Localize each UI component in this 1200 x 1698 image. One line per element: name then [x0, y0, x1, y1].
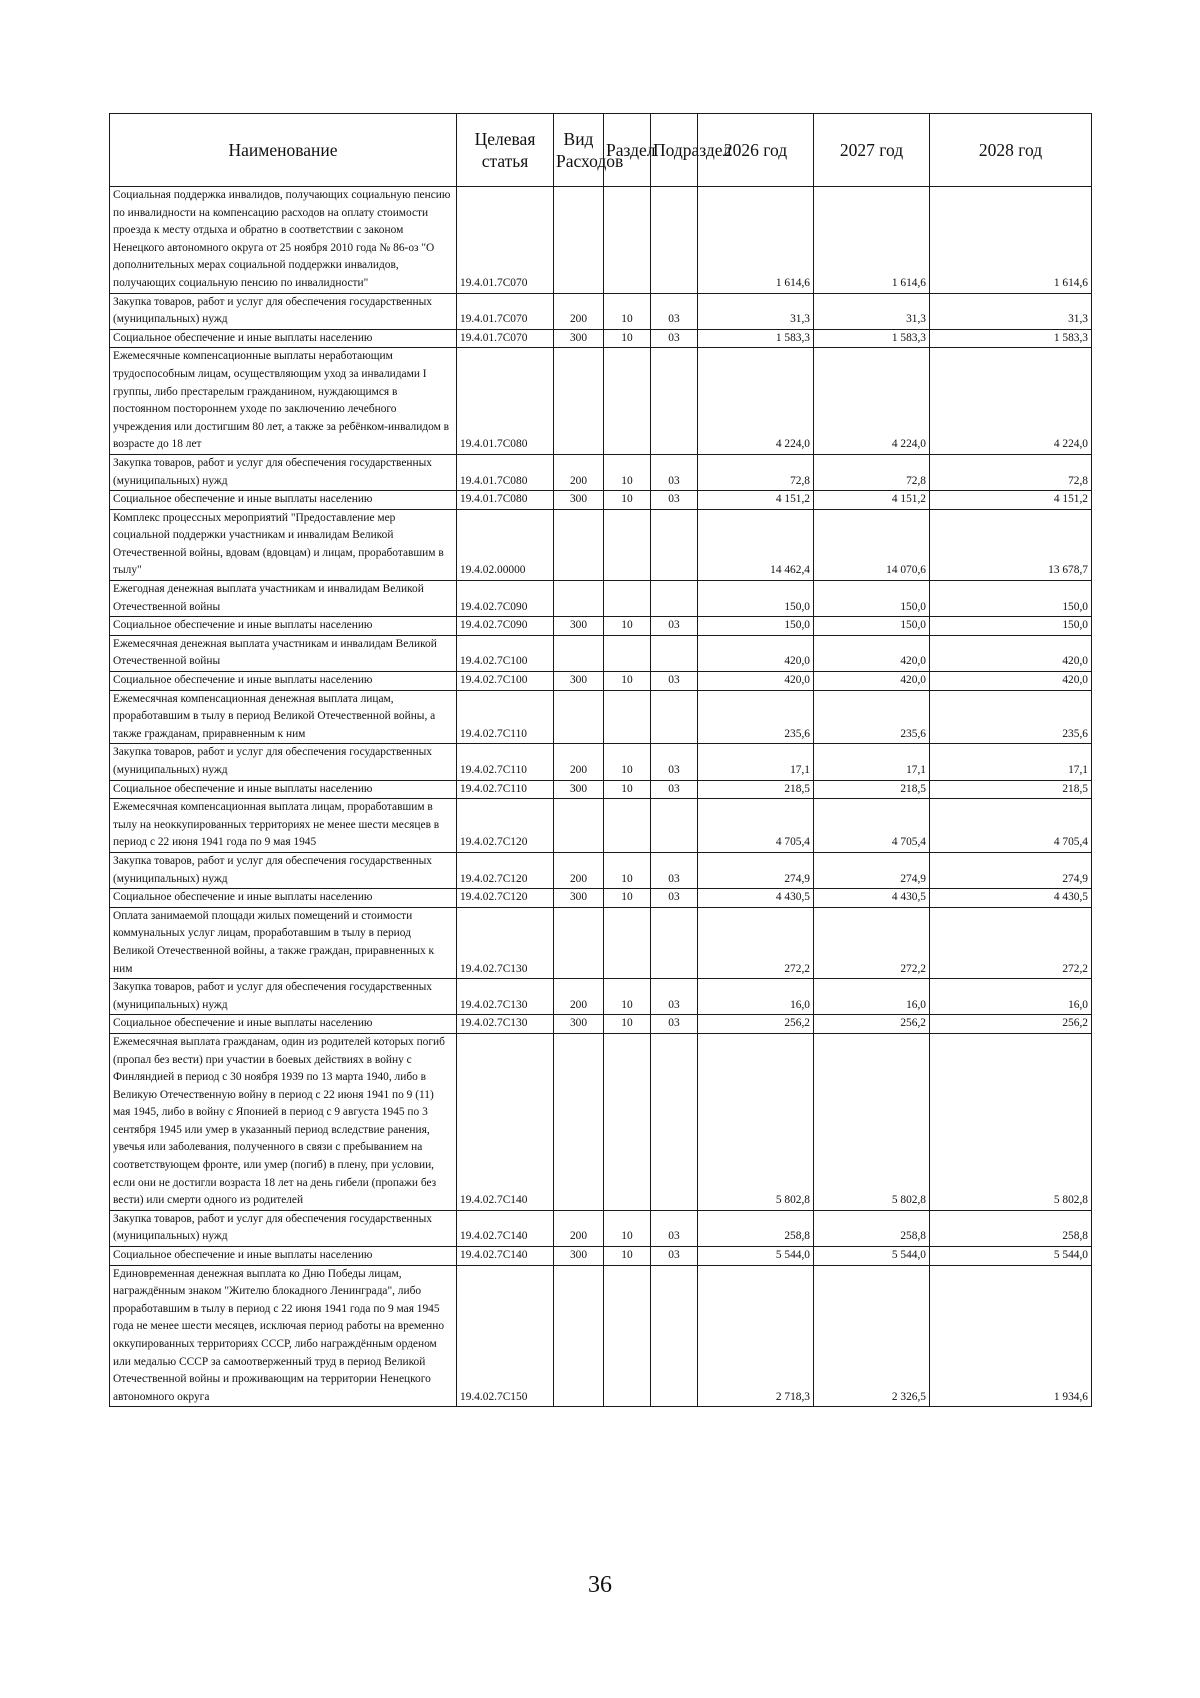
- subsection: 03: [651, 1015, 698, 1034]
- amount-2027: 14 070,6: [814, 509, 930, 580]
- table-row: [110, 581, 1092, 617]
- table-row: [110, 187, 1092, 294]
- amount-2028: 4 151,2: [930, 491, 1092, 510]
- row-name: Ежемесячная компенсационная денежная выплата лицам, проработавшим в тылу в период Великой Отечественной войны, а также гражданам, приравненным к ним: [110, 690, 457, 744]
- section: 10: [604, 1247, 651, 1266]
- subsection: 03: [651, 672, 698, 691]
- amount-2028: 4 705,4: [930, 799, 1092, 853]
- amount-2028: 5 802,8: [930, 1033, 1092, 1210]
- section: [604, 799, 651, 853]
- amount-2026: 272,2: [698, 907, 814, 978]
- target-article: 19.4.01.7С070: [457, 329, 554, 348]
- amount-2028: 17,1: [930, 744, 1092, 780]
- target-article: 19.4.01.7С080: [457, 348, 554, 455]
- section: [604, 348, 651, 455]
- table-row: [110, 889, 1092, 908]
- amount-2028: 4 224,0: [930, 348, 1092, 455]
- expense-type: 200: [554, 744, 604, 780]
- row-name: Ежемесячная компенсационная выплата лицам, проработавшим в тылу на неоккупированных территориях не менее шести месяцев в период с 22 июня 1941 года по 9 мая 1945: [110, 799, 457, 853]
- amount-2027: 16,0: [814, 979, 930, 1015]
- table-row: [110, 672, 1092, 691]
- amount-2026: 4 705,4: [698, 799, 814, 853]
- row-name: Комплекс процессных мероприятий "Предоставление мер социальной поддержки участникам и инвалидам Великой Отечественной войны, вдовам (вдовцам) и лицам, проработавшим в тылу": [110, 509, 457, 580]
- expense-type: 200: [554, 852, 604, 888]
- amount-2026: 5 802,8: [698, 1033, 814, 1210]
- table-row: [110, 1247, 1092, 1266]
- target-article: 19.4.02.7С140: [457, 1033, 554, 1210]
- target-article: 19.4.02.7С150: [457, 1265, 554, 1407]
- expense-type: [554, 690, 604, 744]
- table-row: [110, 1210, 1092, 1246]
- subsection: 03: [651, 979, 698, 1015]
- table-row: [110, 1015, 1092, 1034]
- amount-2026: 4 151,2: [698, 491, 814, 510]
- amount-2026: 17,1: [698, 744, 814, 780]
- amount-2027: 4 430,5: [814, 889, 930, 908]
- target-article: 19.4.02.7С120: [457, 889, 554, 908]
- header-section: Раздел: [604, 114, 651, 187]
- section: 10: [604, 617, 651, 636]
- row-name: Закупка товаров, работ и услуг для обеспечения государственных (муниципальных) нужд: [110, 454, 457, 490]
- target-article: 19.4.02.7С120: [457, 852, 554, 888]
- section: [604, 1265, 651, 1407]
- amount-2028: 150,0: [930, 581, 1092, 617]
- amount-2027: 258,8: [814, 1210, 930, 1246]
- amount-2026: 218,5: [698, 780, 814, 799]
- amount-2026: 1 614,6: [698, 187, 814, 294]
- budget-table: [109, 113, 1092, 1407]
- target-article: 19.4.02.7С120: [457, 799, 554, 853]
- section: [604, 907, 651, 978]
- subsection: [651, 348, 698, 455]
- amount-2026: 235,6: [698, 690, 814, 744]
- subsection: 03: [651, 617, 698, 636]
- subsection: 03: [651, 744, 698, 780]
- amount-2027: 2 326,5: [814, 1265, 930, 1407]
- amount-2027: 150,0: [814, 581, 930, 617]
- row-name: Закупка товаров, работ и услуг для обеспечения государственных (муниципальных) нужд: [110, 852, 457, 888]
- header-2028: 2028 год: [930, 114, 1092, 187]
- amount-2028: 420,0: [930, 672, 1092, 691]
- amount-2028: 420,0: [930, 635, 1092, 671]
- subsection: [651, 907, 698, 978]
- header-2026: 2026 год: [698, 114, 814, 187]
- amount-2027: 1 614,6: [814, 187, 930, 294]
- amount-2028: 218,5: [930, 780, 1092, 799]
- table-body: [110, 187, 1092, 1407]
- subsection: 03: [651, 1210, 698, 1246]
- target-article: 19.4.02.7С100: [457, 672, 554, 691]
- section: 10: [604, 780, 651, 799]
- section: 10: [604, 1210, 651, 1246]
- table-header-row: [110, 114, 1092, 187]
- row-name: Единовременная денежная выплата ко Дню Победы лицам, награждённым знаком "Жителю блокадного Ленинграда", либо проработавшим в тылу в период с 22 июня 1941 года по 9 мая 1945 года не менее шести месяцев, исключая период работы на временно оккупированных территориях СССР, либо награждённым орденом или медалью СССР за самоотверженный труд в период Великой Отечественной войны и проживающим на территории Ненецкого автономного округа: [110, 1265, 457, 1407]
- amount-2028: 31,3: [930, 293, 1092, 329]
- amount-2027: 420,0: [814, 635, 930, 671]
- expense-type: 300: [554, 329, 604, 348]
- amount-2026: 420,0: [698, 635, 814, 671]
- amount-2027: 5 544,0: [814, 1247, 930, 1266]
- row-name: Закупка товаров, работ и услуг для обеспечения государственных (муниципальных) нужд: [110, 1210, 457, 1246]
- subsection: 03: [651, 780, 698, 799]
- target-article: 19.4.02.00000: [457, 509, 554, 580]
- amount-2026: 256,2: [698, 1015, 814, 1034]
- subsection: 03: [651, 293, 698, 329]
- section: 10: [604, 672, 651, 691]
- section: [604, 1033, 651, 1210]
- amount-2028: 150,0: [930, 617, 1092, 636]
- amount-2027: 4 705,4: [814, 799, 930, 853]
- header-name: Наименование: [110, 114, 457, 187]
- row-name: Социальное обеспечение и иные выплаты населению: [110, 1247, 457, 1266]
- expense-type: [554, 635, 604, 671]
- amount-2028: 4 430,5: [930, 889, 1092, 908]
- amount-2027: 274,9: [814, 852, 930, 888]
- target-article: 19.4.01.7С080: [457, 454, 554, 490]
- amount-2027: 5 802,8: [814, 1033, 930, 1210]
- amount-2028: 274,9: [930, 852, 1092, 888]
- section: [604, 690, 651, 744]
- expense-type: [554, 1033, 604, 1210]
- expense-type: 300: [554, 780, 604, 799]
- amount-2027: 17,1: [814, 744, 930, 780]
- expense-type: [554, 509, 604, 580]
- row-name: Социальное обеспечение и иные выплаты населению: [110, 672, 457, 691]
- amount-2026: 1 583,3: [698, 329, 814, 348]
- table-row: [110, 491, 1092, 510]
- header-target-article: Целевая статья: [457, 114, 554, 187]
- row-name: Ежемесячная денежная выплата участникам и инвалидам Великой Отечественной войны: [110, 635, 457, 671]
- expense-type: [554, 187, 604, 294]
- section: 10: [604, 454, 651, 490]
- amount-2026: 150,0: [698, 581, 814, 617]
- amount-2028: 1 934,6: [930, 1265, 1092, 1407]
- section: 10: [604, 852, 651, 888]
- table-row: [110, 329, 1092, 348]
- table-row: [110, 617, 1092, 636]
- expense-type: 300: [554, 889, 604, 908]
- amount-2028: 1 583,3: [930, 329, 1092, 348]
- amount-2027: 150,0: [814, 617, 930, 636]
- amount-2026: 2 718,3: [698, 1265, 814, 1407]
- table-row: [110, 744, 1092, 780]
- target-article: 19.4.02.7С100: [457, 635, 554, 671]
- header-subsection: Подраздел: [651, 114, 698, 187]
- target-article: 19.4.02.7С130: [457, 1015, 554, 1034]
- amount-2027: 272,2: [814, 907, 930, 978]
- target-article: 19.4.02.7С130: [457, 979, 554, 1015]
- amount-2026: 16,0: [698, 979, 814, 1015]
- section: [604, 635, 651, 671]
- target-article: 19.4.02.7С090: [457, 617, 554, 636]
- table-row: [110, 1033, 1092, 1210]
- table-row: [110, 780, 1092, 799]
- amount-2027: 4 151,2: [814, 491, 930, 510]
- amount-2026: 4 224,0: [698, 348, 814, 455]
- amount-2026: 274,9: [698, 852, 814, 888]
- row-name: Закупка товаров, работ и услуг для обеспечения государственных (муниципальных) нужд: [110, 744, 457, 780]
- row-name: Социальное обеспечение и иные выплаты населению: [110, 780, 457, 799]
- row-name: Закупка товаров, работ и услуг для обеспечения государственных (муниципальных) нужд: [110, 293, 457, 329]
- target-article: 19.4.02.7С090: [457, 581, 554, 617]
- row-name: Закупка товаров, работ и услуг для обеспечения государственных (муниципальных) нужд: [110, 979, 457, 1015]
- amount-2028: 235,6: [930, 690, 1092, 744]
- expense-type: 300: [554, 1015, 604, 1034]
- subsection: [651, 635, 698, 671]
- subsection: [651, 799, 698, 853]
- subsection: 03: [651, 454, 698, 490]
- amount-2027: 1 583,3: [814, 329, 930, 348]
- expense-type: [554, 581, 604, 617]
- section: 10: [604, 744, 651, 780]
- subsection: [651, 581, 698, 617]
- expense-type: 300: [554, 491, 604, 510]
- row-name: Ежемесячные компенсационные выплаты неработающим трудоспособным лицам, осуществляющим уход за инвалидами I группы, либо престарелым гражданином, нуждающимся в постоянном постороннем уходе по заключению лечебного учреждения или достигшим 80 лет, а также за ребёнком-инвалидом в возрасте до 18 лет: [110, 348, 457, 455]
- target-article: 19.4.02.7С110: [457, 744, 554, 780]
- table-row: [110, 635, 1092, 671]
- expense-type: 200: [554, 1210, 604, 1246]
- header-2027: 2027 год: [814, 114, 930, 187]
- target-article: 19.4.02.7С130: [457, 907, 554, 978]
- row-name: Социальное обеспечение и иные выплаты населению: [110, 491, 457, 510]
- subsection: 03: [651, 889, 698, 908]
- subsection: 03: [651, 1247, 698, 1266]
- expense-type: [554, 348, 604, 455]
- amount-2027: 235,6: [814, 690, 930, 744]
- page-number: 36: [588, 1572, 612, 1598]
- expense-type: 300: [554, 672, 604, 691]
- amount-2026: 31,3: [698, 293, 814, 329]
- row-name: Оплата занимаемой площади жилых помещений и стоимости коммунальных услуг лицам, проработавшим в тылу в период Великой Отечественной войны, а также граждан, приравненных к ним: [110, 907, 457, 978]
- amount-2026: 4 430,5: [698, 889, 814, 908]
- amount-2027: 31,3: [814, 293, 930, 329]
- section: [604, 581, 651, 617]
- subsection: [651, 690, 698, 744]
- section: 10: [604, 293, 651, 329]
- section: 10: [604, 491, 651, 510]
- target-article: 19.4.02.7С140: [457, 1247, 554, 1266]
- subsection: [651, 187, 698, 294]
- target-article: 19.4.02.7С110: [457, 780, 554, 799]
- table-row: [110, 454, 1092, 490]
- table-row: [110, 509, 1092, 580]
- expense-type: 200: [554, 293, 604, 329]
- table-row: [110, 852, 1092, 888]
- amount-2026: 258,8: [698, 1210, 814, 1246]
- amount-2028: 258,8: [930, 1210, 1092, 1246]
- target-article: 19.4.02.7С110: [457, 690, 554, 744]
- amount-2028: 16,0: [930, 979, 1092, 1015]
- subsection: 03: [651, 491, 698, 510]
- row-name: Социальное обеспечение и иные выплаты населению: [110, 617, 457, 636]
- section: 10: [604, 979, 651, 1015]
- section: 10: [604, 329, 651, 348]
- header-expense-type: Вид Расходов: [554, 114, 604, 187]
- amount-2027: 4 224,0: [814, 348, 930, 455]
- expense-type: [554, 799, 604, 853]
- subsection: [651, 1033, 698, 1210]
- expense-type: 300: [554, 617, 604, 636]
- amount-2026: 5 544,0: [698, 1247, 814, 1266]
- amount-2026: 14 462,4: [698, 509, 814, 580]
- amount-2026: 72,8: [698, 454, 814, 490]
- expense-type: 200: [554, 454, 604, 490]
- expense-type: 300: [554, 1247, 604, 1266]
- expense-type: 200: [554, 979, 604, 1015]
- table-row: [110, 690, 1092, 744]
- row-name: Социальное обеспечение и иные выплаты населению: [110, 329, 457, 348]
- amount-2028: 13 678,7: [930, 509, 1092, 580]
- subsection: [651, 1265, 698, 1407]
- amount-2028: 1 614,6: [930, 187, 1092, 294]
- amount-2026: 420,0: [698, 672, 814, 691]
- row-name: Социальное обеспечение и иные выплаты населению: [110, 1015, 457, 1034]
- row-name: Социальное обеспечение и иные выплаты населению: [110, 889, 457, 908]
- row-name: Ежегодная денежная выплата участникам и инвалидам Великой Отечественной войны: [110, 581, 457, 617]
- subsection: 03: [651, 329, 698, 348]
- subsection: 03: [651, 852, 698, 888]
- row-name: Ежемесячная выплата гражданам, один из родителей которых погиб (пропал без вести) при участии в боевых действиях в войну с Финляндией в период с 30 ноября 1939 по 13 марта 1940, либо в Великую Отечественную войну в период с 22 июня 1941 по 9 (11) мая 1945, либо в войну с Японией в период с 9 августа 1945 по 3 сентября 1945 или умер в указанный период вследствие ранения, увечья или заболевания, полученного в связи с пребыванием на соответствующем фронте, или умер (погиб) в плену, при условии, если они не достигли возраста 18 лет на день гибели (пропажи без вести) или смерти одного из родителей: [110, 1033, 457, 1210]
- amount-2027: 72,8: [814, 454, 930, 490]
- expense-type: [554, 1265, 604, 1407]
- section: [604, 509, 651, 580]
- section: 10: [604, 889, 651, 908]
- table-row: [110, 979, 1092, 1015]
- amount-2028: 5 544,0: [930, 1247, 1092, 1266]
- section: [604, 187, 651, 294]
- target-article: 19.4.01.7С070: [457, 187, 554, 294]
- amount-2027: 256,2: [814, 1015, 930, 1034]
- subsection: [651, 509, 698, 580]
- amount-2026: 150,0: [698, 617, 814, 636]
- expense-type: [554, 907, 604, 978]
- target-article: 19.4.01.7С070: [457, 293, 554, 329]
- table-row: [110, 293, 1092, 329]
- target-article: 19.4.01.7С080: [457, 491, 554, 510]
- amount-2028: 272,2: [930, 907, 1092, 978]
- target-article: 19.4.02.7С140: [457, 1210, 554, 1246]
- amount-2028: 256,2: [930, 1015, 1092, 1034]
- table-row: [110, 1265, 1092, 1407]
- amount-2028: 72,8: [930, 454, 1092, 490]
- table-row: [110, 907, 1092, 978]
- amount-2027: 420,0: [814, 672, 930, 691]
- amount-2027: 218,5: [814, 780, 930, 799]
- row-name: Социальная поддержка инвалидов, получающих социальную пенсию по инвалидности на компенсацию расходов на оплату стоимости проезда к месту отдыха и обратно в соответствии с законом Ненецкого автономного округа от 25 ноября 2010 года № 86-оз "О дополнительных мерах социальной поддержки инвалидов, получающих социальную пенсию по инвалидности": [110, 187, 457, 294]
- section: 10: [604, 1015, 651, 1034]
- table-row: [110, 799, 1092, 853]
- table-row: [110, 348, 1092, 455]
